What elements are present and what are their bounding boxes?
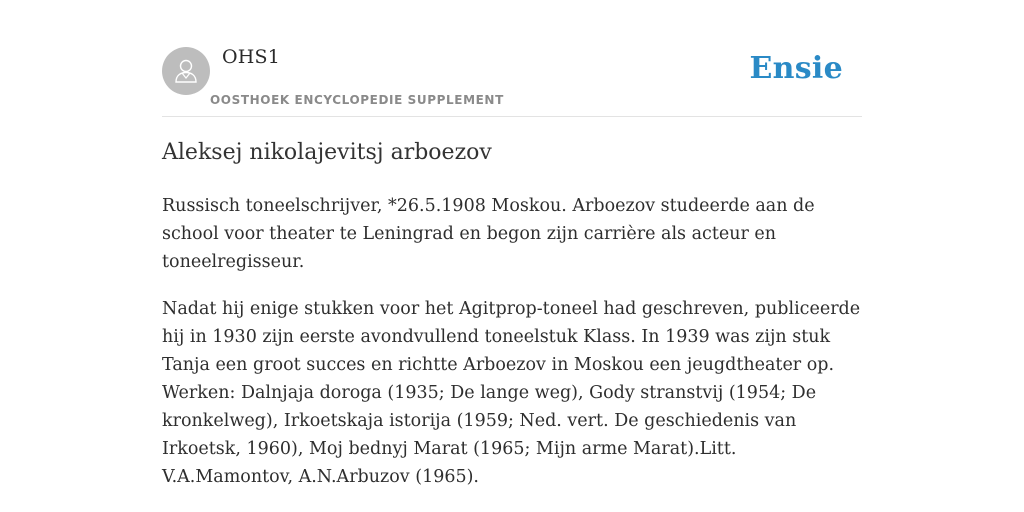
source-label[interactable]: OOSTHOEK ENCYCLOPEDIE SUPPLEMENT: [210, 93, 504, 107]
author-name[interactable]: OHS1: [222, 46, 281, 68]
header: [162, 44, 862, 117]
article-title: Aleksej nikolajevitsj arboezov: [162, 140, 492, 165]
article-body: [162, 192, 866, 510]
user-icon: [171, 56, 201, 86]
article-paragraph: Nadat hij enige stukken voor het Agitprop-toneel had geschreven, publiceerde hij in 1930 zijn eerste avondvullend toneelstuk Klass. In 1939 was zijn stuk Tanja een groot succes en richtte Arboezov in Moskou een jeugdtheater op. Werken: Dalnjaja doroga (1935; De lange weg), Gody stranstvij (1954; De kronkelweg), Irkoetskaja istorija (1959; Ned. vert. De geschiedenis van Irkoetsk, 1960), Moj bednyj Marat (1965; Mijn arme Marat).Litt. V.A.Mamontov, A.N.Arbuzov (1965).: [162, 299, 861, 487]
article-paragraph: Russisch toneelschrijver, *26.5.1908 Moskou. Arboezov studeerde aan de school voor theater te Leningrad en begon zijn carrière als acteur en toneelregisseur.: [162, 196, 815, 272]
avatar[interactable]: [162, 47, 210, 95]
brand-logo[interactable]: Ensie: [749, 51, 843, 86]
